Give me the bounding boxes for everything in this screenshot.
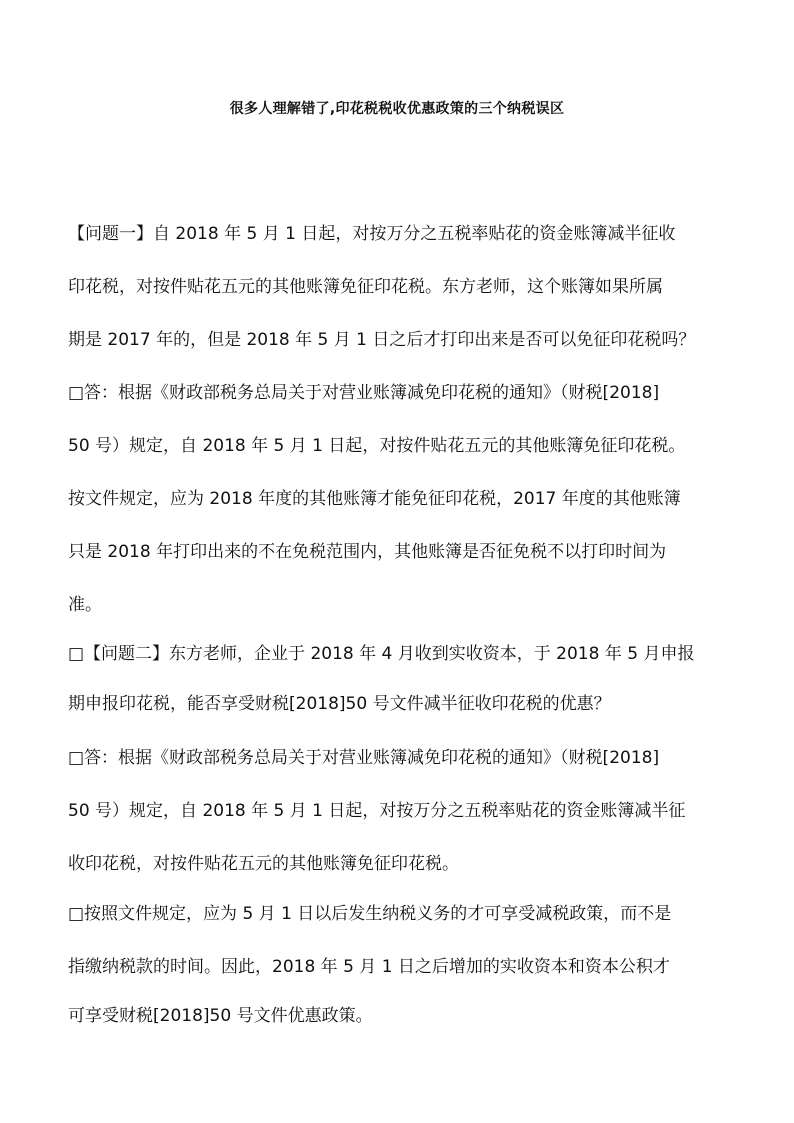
text-line-14: □按照文件规定，应为 5 月 1 日以后发生纳税义务的才可享受减税政策，而不是 (68, 904, 672, 924)
text-line-9: □【问题二】东方老师，企业于 2018 年 4 月收到实收资本，于 2018 年 5 月申报 (68, 644, 695, 664)
text-line-16: 可享受财税[2018]50 号文件优惠政策。 (68, 1006, 373, 1026)
text-line-8: 准。 (68, 595, 102, 615)
text-line-7: 只是 2018 年打印出来的不在免税范围内，其他账簿是否征免税不以打印时间为 (68, 542, 667, 562)
text-line-6: 按文件规定，应为 2018 年度的其他账簿才能免征印花税，2017 年度的其他账簿 (68, 489, 681, 509)
text-line-12: 50 号）规定，自 2018 年 5 月 1 日起，对按万分之五税率贴花的资金账簿减半征 (68, 801, 686, 821)
text-line-13: 收印花税，对按件贴花五元的其他账簿免征印花税。 (68, 854, 459, 874)
document-title: 很多人理解错了,印花税税收优惠政策的三个纳税误区 (229, 101, 565, 117)
text-line-3: 期是 2017 年的，但是 2018 年 5 月 1 日之后才打印出来是否可以免征印花税吗？ (68, 330, 696, 350)
text-line-10: 期申报印花税，能否享受财税[2018]50 号文件减半征收印花税的优惠？ (68, 694, 611, 714)
text-line-2: 印花税，对按件贴花五元的其他账簿免征印花税。东方老师，这个账簿如果所属 (68, 277, 663, 297)
text-line-15: 指缴纳税款的时间。因此，2018 年 5 月 1 日之后增加的实收资本和资本公积才 (68, 957, 670, 977)
text-line-4: □答：根据《财政部税务总局关于对营业账簿减免印花税的通知》（财税[2018] (68, 383, 660, 403)
text-line-11: □答：根据《财政部税务总局关于对营业账簿减免印花税的通知》（财税[2018] (68, 748, 660, 768)
text-line-5: 50 号）规定，自 2018 年 5 月 1 日起，对按件贴花五元的其他账簿免征印花税。 (68, 436, 686, 456)
text-line-1: 【问题一】自 2018 年 5 月 1 日起，对按万分之五税率贴花的资金账簿减半征收 (68, 224, 676, 244)
